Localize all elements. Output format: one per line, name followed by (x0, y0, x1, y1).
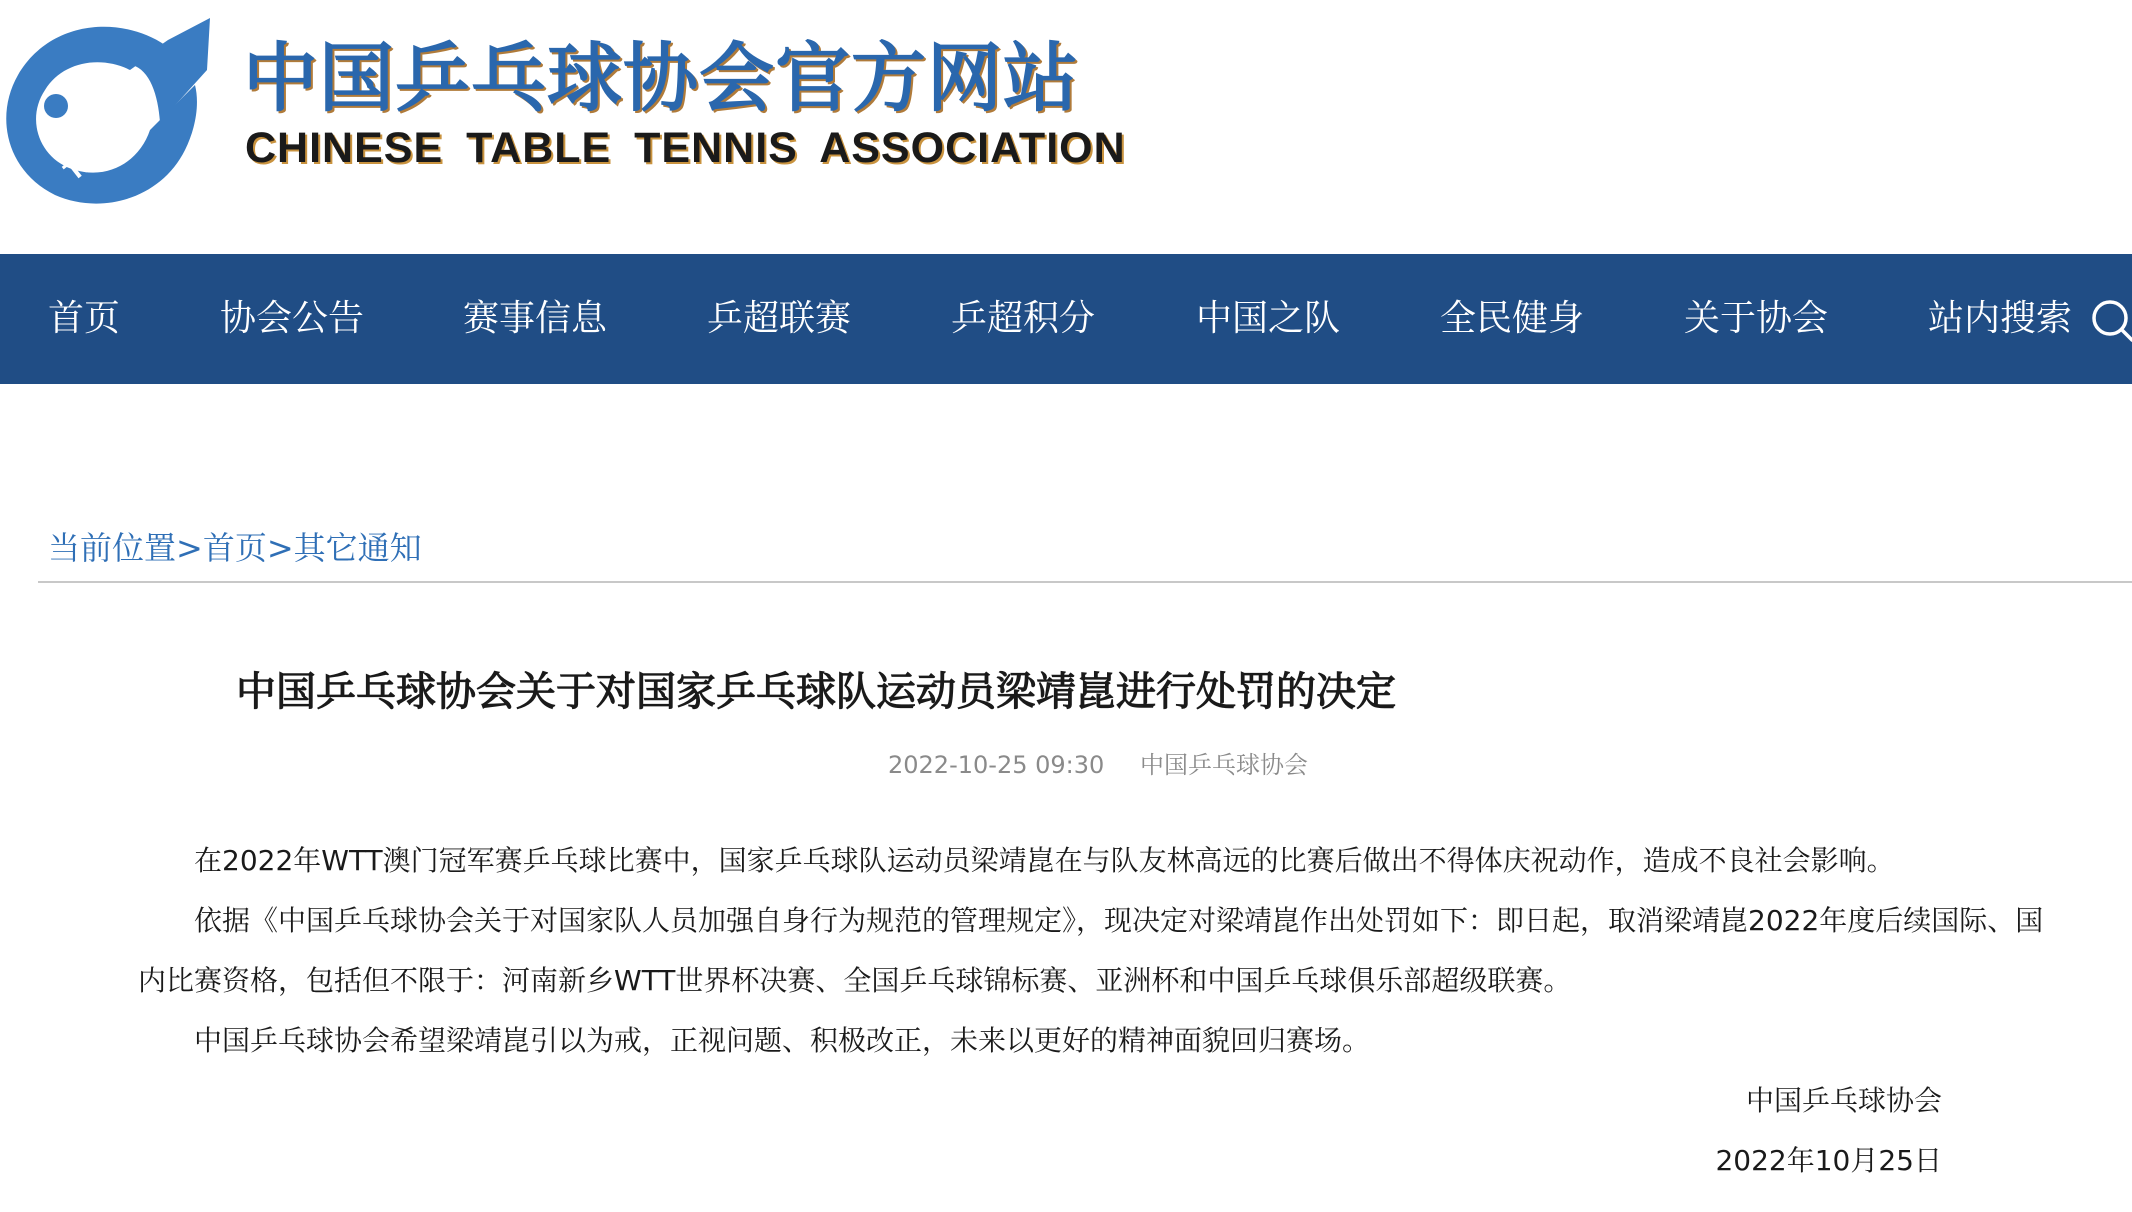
nav-item-about[interactable]: 关于协会 (1684, 298, 1829, 339)
breadcrumb-separator: > (176, 529, 203, 567)
paragraph-text: 中国乒乓球协会希望梁靖崑引以为戒，正视问题、积极改正，未来以更好的精神面貌回归赛场。 (194, 1024, 1371, 1057)
nav-item-site-search[interactable]: 站内搜索 (1928, 298, 2073, 339)
site-title-cn[interactable]: 中国乒乓球协会官方网站 (243, 34, 1080, 122)
nav-item-home[interactable]: 首页 (48, 298, 121, 339)
article-paragraph (138, 1011, 2058, 1071)
site-title-en: CHINESE TABLE TENNIS ASSOCIATION (245, 124, 1126, 172)
emblem-text: T.T.A. (58, 118, 134, 187)
paragraph-text: 依据《中国乒乓球协会关于对国家队人员加强自身行为规范的管理规定》，现决定对梁靖崑作出处罚如下：即日起，取消梁靖崑2022年度后续国际、国内比赛资格，包括但不限于：河南新乡WTT世界杯决赛、全国乒乓球锦标赛、亚洲杯和中国乒乓球俱乐部超级联赛。 (138, 904, 2044, 997)
search-icon[interactable] (2090, 298, 2132, 342)
article-date: 2022-10-25 09:30 (888, 751, 1105, 779)
nav-item-announcements[interactable]: 协会公告 (220, 298, 365, 339)
main-nav (0, 254, 2132, 384)
article-signature-date: 2022年10月25日 (1715, 1144, 1942, 1177)
breadcrumb-label: 当前位置 (48, 529, 177, 567)
breadcrumb-item-home[interactable]: 首页 (202, 529, 267, 567)
nav-item-fitness[interactable]: 全民健身 (1440, 298, 1585, 339)
article-signature: 中国乒乓球协会 (1745, 1084, 1942, 1117)
nav-item-super-league[interactable]: 乒超联赛 (707, 298, 852, 339)
paragraph-text: 在2022年WTT澳门冠军赛乒乓球比赛中，国家乒乓球队运动员梁靖崑在与队友林高远的比赛后做出不得体庆祝动作，造成不良社会影响。 (194, 844, 1895, 877)
article-title: 中国乒乓球协会关于对国家乒乓球队运动员梁靖崑进行处罚的决定 (236, 669, 1396, 715)
nav-item-events[interactable]: 赛事信息 (463, 298, 608, 339)
article-title-row (0, 662, 2132, 722)
article-source: 中国乒乓球协会 (1140, 751, 1308, 779)
breadcrumb-item-other-notices[interactable]: 其它通知 (293, 529, 422, 567)
site-header (0, 0, 2132, 254)
nav-item-league-points[interactable]: 乒超积分 (951, 298, 1096, 339)
breadcrumb-separator: > (266, 529, 294, 567)
breadcrumb-divider (38, 581, 2132, 583)
cta-emblem-logo[interactable] (0, 10, 215, 210)
breadcrumb (48, 522, 422, 574)
article-paragraph (138, 831, 2058, 891)
article-paragraph (138, 891, 2058, 1011)
nav-item-national-team[interactable]: 中国之队 (1196, 298, 1341, 339)
